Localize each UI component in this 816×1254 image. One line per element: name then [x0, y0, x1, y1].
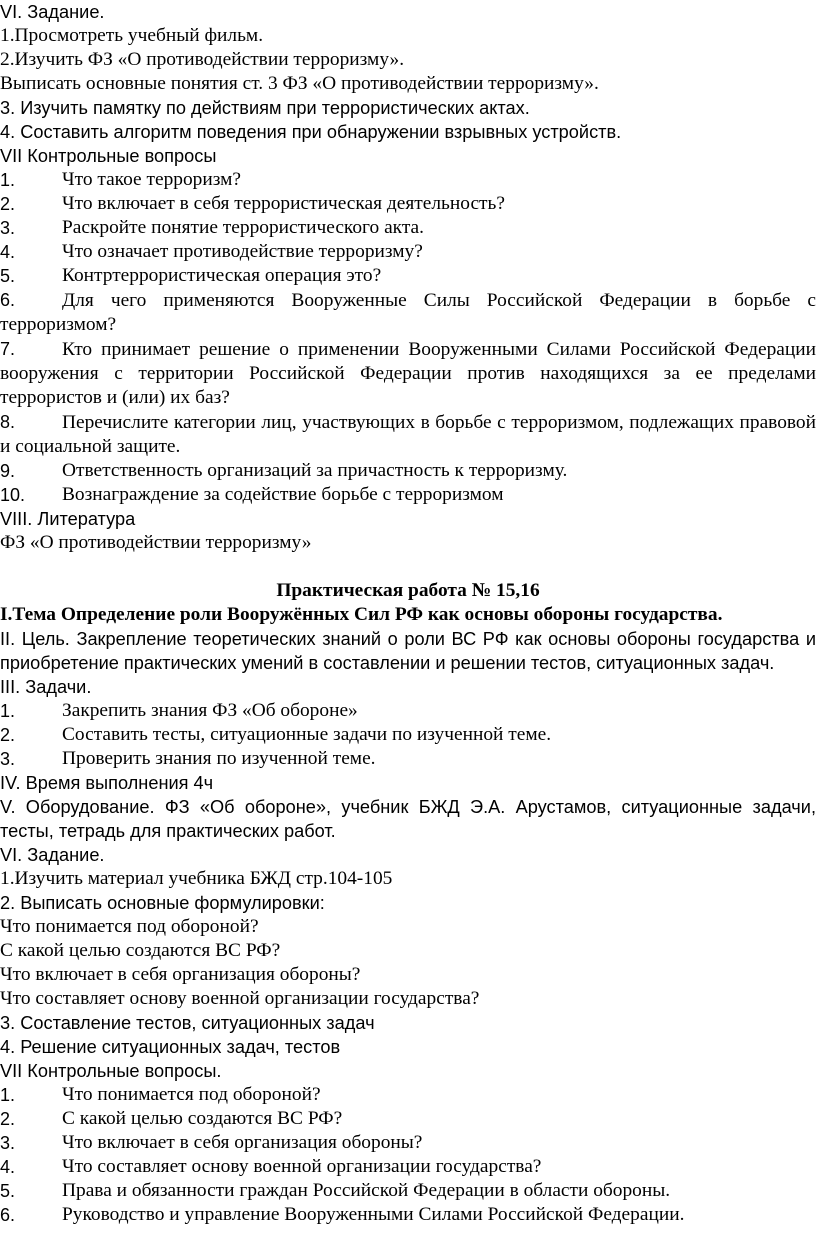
- question-text: Что такое терроризм?: [62, 169, 242, 190]
- question-item: [0, 1179, 816, 1203]
- question-number: 9.: [0, 461, 16, 481]
- objective-number: 1.: [0, 701, 16, 721]
- task-line: 2.Изучить ФЗ «О противодействии терроризму».: [0, 49, 405, 70]
- question-number: 1.: [0, 1085, 16, 1105]
- task-heading: VI. Задание.: [0, 2, 105, 22]
- work-goal: II. Цель. Закрепление теоретических знаний о роли ВС РФ как основы обороны государства и приобретение практических умений в составлении и решении тестов, ситуационных задач.: [0, 629, 816, 673]
- objective-text: Закрепить знания ФЗ «Об обороне»: [62, 700, 358, 721]
- question-item: [0, 337, 816, 410]
- questions-heading: VII Контрольные вопросы: [0, 146, 217, 166]
- question-item: [0, 1083, 816, 1107]
- work-title: Практическая работа № 15,16: [276, 580, 540, 601]
- question-text: Вознаграждение за содействие борьбе с терроризмом: [62, 484, 504, 505]
- objective-item: [0, 747, 816, 771]
- question-text: Ответственность организаций за причастность к терроризму.: [62, 460, 568, 481]
- question-item: [0, 1131, 816, 1155]
- question-item: [0, 1155, 816, 1179]
- question-number: 3.: [0, 218, 16, 238]
- objective-item: [0, 699, 816, 723]
- questions-heading: VII Контрольные вопросы.: [0, 1061, 222, 1081]
- task-heading: VI. Задание.: [0, 845, 105, 865]
- question-item: [0, 216, 816, 240]
- question-item: [0, 288, 816, 337]
- question-number: 4.: [0, 1157, 16, 1177]
- blank-line: [0, 555, 816, 579]
- question-text: С какой целью создаются ВС РФ?: [62, 1108, 343, 1129]
- task-line: Что понимается под обороной?: [0, 916, 259, 937]
- objective-item: [0, 723, 816, 747]
- question-text: Для чего применяются Вооруженные Силы Российской Федерации в борьбе с терроризмом?: [0, 290, 816, 335]
- task-line: 2. Выписать основные формулировки:: [0, 893, 325, 913]
- question-number: 5.: [0, 266, 16, 286]
- question-number: 2.: [0, 1109, 16, 1129]
- question-text: Раскройте понятие террористического акта.: [62, 217, 425, 238]
- task-line: Что составляет основу военной организации государства?: [0, 988, 480, 1009]
- question-number: 3.: [0, 1133, 16, 1153]
- objective-text: Проверить знания по изученной теме.: [62, 748, 376, 769]
- question-text: Что означает противодействие терроризму?: [62, 241, 423, 262]
- question-text: Кто принимает решение о применении Вооруженными Силами Российской Федерации вооружения с территории Российской Федерации против находящихся за ее пределами террористов и (или) их баз?: [0, 339, 816, 408]
- question-number: 4.: [0, 242, 16, 262]
- question-item: [0, 483, 816, 507]
- objectives-heading: III. Задачи.: [0, 677, 92, 697]
- task-line: 4. Решение ситуационных задач, тестов: [0, 1037, 341, 1057]
- work-theme: I.Тема Определение роли Вооружённых Сил РФ как основы обороны государства.: [0, 604, 723, 625]
- time-line: IV. Время выполнения 4ч: [0, 773, 214, 793]
- task-line: 4. Составить алгоритм поведения при обнаружении взрывных устройств.: [0, 122, 622, 142]
- question-text: Руководство и управление Вооруженными Силами Российской Федерации.: [62, 1204, 685, 1225]
- question-text: Что понимается под обороной?: [62, 1084, 321, 1105]
- question-item: [0, 240, 816, 264]
- question-item: [0, 168, 816, 192]
- question-item: [0, 1203, 816, 1227]
- question-text: Что включает в себя террористическая деятельность?: [62, 193, 505, 214]
- question-item: [0, 264, 816, 288]
- question-number: 6.: [0, 290, 16, 310]
- question-number: 5.: [0, 1181, 16, 1201]
- question-item: [0, 410, 816, 459]
- literature-heading: VIII. Литература: [0, 509, 136, 529]
- question-number: 1.: [0, 170, 16, 190]
- question-number: 10.: [0, 485, 26, 505]
- question-item: [0, 459, 816, 483]
- question-text: Перечислите категории лиц, участвующих в борьбе с терроризмом, подлежащих правовой и социальной защите.: [0, 412, 816, 457]
- question-number: 2.: [0, 194, 16, 214]
- question-text: Контртеррористическая операция это?: [62, 265, 382, 286]
- question-number: 8.: [0, 412, 16, 432]
- task-line: 3. Составление тестов, ситуационных задач: [0, 1013, 375, 1033]
- objective-text: Составить тесты, ситуационные задачи по изученной теме.: [62, 724, 552, 745]
- task-line: 3. Изучить памятку по действиям при террористических актах.: [0, 98, 530, 118]
- task-line: Что включает в себя организация обороны?: [0, 964, 361, 985]
- task-line: Выписать основные понятия ст. 3 ФЗ «О противодействии терроризму».: [0, 73, 599, 94]
- question-item: [0, 1107, 816, 1131]
- question-text: Что составляет основу военной организации государства?: [62, 1156, 542, 1177]
- question-number: 6.: [0, 1205, 16, 1225]
- equipment-line: V. Оборудование. ФЗ «Об обороне», учебник БЖД Э.А. Арустамов, ситуационные задачи, тесты, тетрадь для практических работ.: [0, 797, 816, 841]
- task-line: 1.Изучить материал учебника БЖД стр.104-105: [0, 868, 393, 889]
- question-text: Что включает в себя организация обороны?: [62, 1132, 423, 1153]
- task-line: 1.Просмотреть учебный фильм.: [0, 25, 264, 46]
- literature-item: ФЗ «О противодействии терроризму»: [0, 532, 312, 553]
- question-number: 7.: [0, 339, 16, 359]
- question-text: Права и обязанности граждан Российской Федерации в области обороны.: [62, 1180, 671, 1201]
- question-item: [0, 192, 816, 216]
- objective-number: 2.: [0, 725, 16, 745]
- task-line: С какой целью создаются ВС РФ?: [0, 940, 281, 961]
- objective-number: 3.: [0, 749, 16, 769]
